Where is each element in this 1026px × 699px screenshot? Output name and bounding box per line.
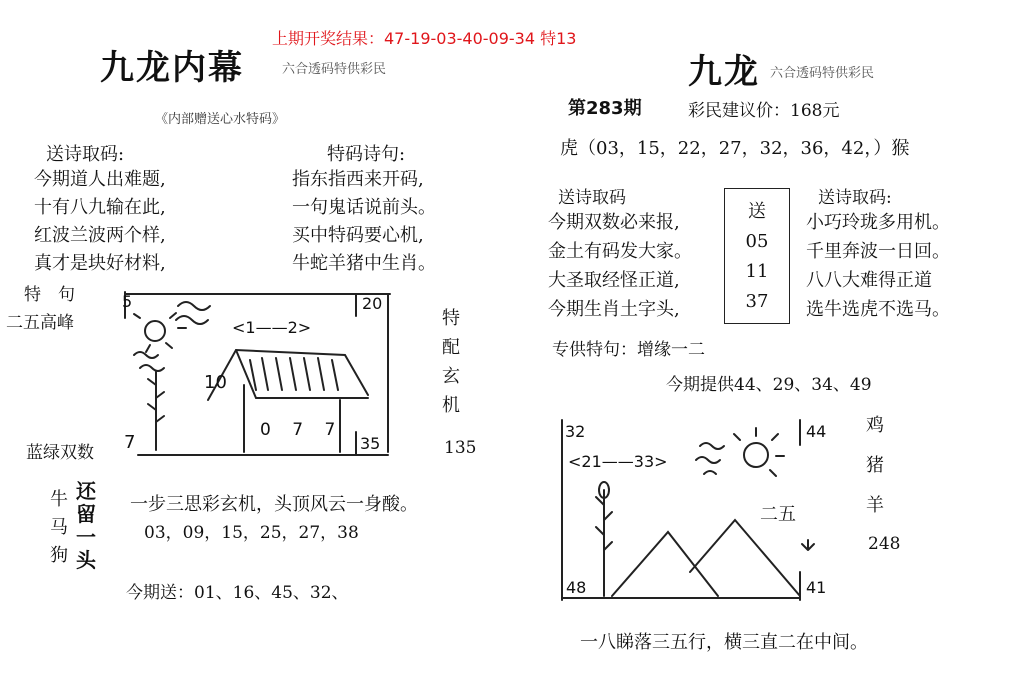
- poem-line: 一句鬼话说前头。: [292, 197, 436, 218]
- sketch-corner-top-right: 44: [806, 422, 827, 441]
- special-phrase-label: 特 句: [24, 285, 75, 305]
- left-banner: 《内部赠送心水特码》: [155, 112, 286, 127]
- stay-head-char: 头: [76, 548, 96, 572]
- blue-green-double: 蓝绿双数: [26, 443, 94, 463]
- right-subtitle: 六合透码特供彩民: [770, 66, 875, 81]
- special-poem-label: 特码诗句:: [327, 144, 406, 165]
- sketch-marks: 0 7 7: [260, 420, 344, 440]
- bottom-poem-line: 一八睇落三五行，横三直二在中间。: [580, 632, 868, 653]
- animal-char: 鸡: [866, 415, 884, 436]
- sketch-corner-bottom-left: 7: [124, 432, 136, 453]
- today-send-line: 今期送：01、16、45、32、: [126, 583, 349, 603]
- issue-number: 第283期: [568, 98, 642, 119]
- sketch-corner-bottom-left: 48: [566, 578, 587, 597]
- draw-result-text: 上期开奖结果：47-19-03-40-09-34 特13: [272, 29, 577, 48]
- sketch-ten: 10: [204, 372, 227, 393]
- stay-head-char: 留: [76, 502, 96, 526]
- stay-head-char: 还: [76, 479, 96, 503]
- step-line: 一步三思彩玄机，头顶风云一身酸。: [130, 494, 418, 515]
- special-phrase-text: 二五高峰: [6, 313, 74, 333]
- poem-line: 真才是块好材料,: [34, 253, 166, 274]
- sketch-corner-top-left: 5: [122, 292, 133, 311]
- animal-char: 马: [50, 517, 68, 538]
- left-title: 九龙内幕: [100, 48, 244, 88]
- sketch-corner-top-right: 20: [362, 294, 383, 313]
- poem-line: 今期生肖土字头,: [548, 299, 680, 320]
- vertical-char: 机: [442, 395, 460, 416]
- poem-line: 小巧玲珑多用机。: [806, 212, 950, 233]
- vertical-char: 配: [442, 337, 460, 358]
- vertical-char: 特: [442, 308, 460, 329]
- poem-line: 红波兰波两个样,: [34, 225, 166, 246]
- sketch-corner-top-left: 32: [565, 422, 586, 441]
- left-subtitle: 六合透码特供彩民: [282, 62, 387, 77]
- suggested-price: 彩民建议价：168元: [688, 101, 840, 121]
- poem-line: 金土有码发大家。: [548, 241, 692, 262]
- tiger-monkey-line: 虎（03，15，22，27，32，36，42，）猴: [560, 138, 910, 159]
- poem-line: 指东指西来开码,: [292, 169, 424, 190]
- sketch-arrow-text: <1——2>: [232, 318, 312, 337]
- special-phrase-line: 专供特句：增缘一二: [552, 340, 705, 360]
- animal-char: 猪: [866, 455, 884, 476]
- number-248: 248: [868, 534, 901, 554]
- sketch-corner-bottom-right: 35: [360, 434, 381, 453]
- poem-line: 选牛选虎不选马。: [806, 299, 950, 320]
- numbers-line: 03，09，15，25，27，38: [144, 523, 359, 543]
- send-poem-label: 送诗取码:: [46, 144, 125, 165]
- box-label: 送: [748, 201, 766, 222]
- vertical-char: 玄: [442, 366, 460, 387]
- send-label-right: 送诗取码:: [818, 188, 892, 208]
- animal-char: 狗: [50, 545, 68, 566]
- box-number: 37: [745, 291, 769, 312]
- poem-line: 买中特码要心机,: [292, 225, 424, 246]
- right-title: 九龙: [688, 52, 760, 92]
- number-135: 135: [444, 438, 477, 458]
- poem-line: 千里奔波一日回。: [806, 241, 950, 262]
- sketch-arrow-text: <21——33>: [568, 452, 668, 471]
- send-label-left: 送诗取码: [558, 188, 626, 208]
- poem-line: 八八大难得正道: [806, 270, 932, 291]
- sketch-wu: 二五: [760, 504, 796, 525]
- poem-line: 牛蛇羊猪中生肖。: [292, 253, 436, 274]
- poem-line: 大圣取经怪正道,: [548, 270, 680, 291]
- stay-head-char: 一: [76, 525, 96, 549]
- poem-line: 今期道人出难题,: [34, 169, 166, 190]
- poem-line: 十有八九输在此,: [34, 197, 166, 218]
- animal-char: 牛: [50, 489, 68, 510]
- animals-vertical-column: [866, 406, 884, 526]
- box-number: 05: [745, 231, 769, 252]
- sketch-corner-bottom-right: 41: [806, 578, 827, 597]
- poem-line: 今期双数必来报,: [548, 212, 680, 233]
- provide-line: 今期提供44、29、34、49: [666, 375, 872, 395]
- animal-char: 羊: [866, 495, 884, 516]
- box-number: 11: [745, 261, 769, 282]
